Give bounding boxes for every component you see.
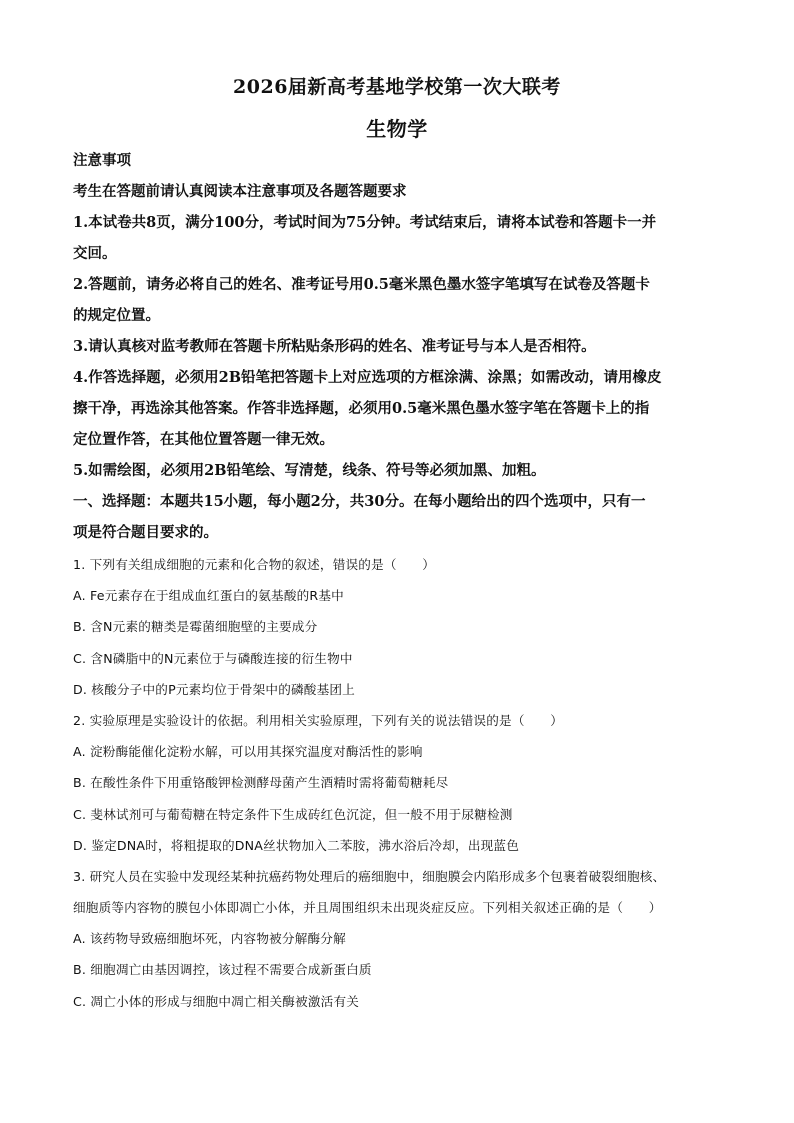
notice-line: 交回。 bbox=[73, 245, 117, 262]
answer-option: A. 该药物导致癌细胞坏死，内容物被分解酶分解 bbox=[73, 931, 346, 947]
notice-line: 定位置作答，在其他位置答题一律无效。 bbox=[73, 431, 334, 448]
answer-option: A. Fe元素存在于组成血红蛋白的氨基酸的R基中 bbox=[73, 588, 344, 604]
notice-heading: 注意事项 bbox=[73, 152, 131, 169]
notice-intro: 考生在答题前请认真阅读本注意事项及各题答题要求 bbox=[73, 183, 407, 200]
questions-block bbox=[73, 549, 728, 1017]
section-heading: 一、选择题：本题共15小题，每小题2分，共30分。在每小题给出的四个选项中，只有一 bbox=[73, 493, 646, 510]
notice-line: 擦干净，再选涂其他答案。作答非选择题，必须用0.5毫米黑色墨水签字笔在答题卡上的指 bbox=[73, 400, 650, 417]
answer-option: A. 淀粉酶能催化淀粉水解，可以用其探究温度对酶活性的影响 bbox=[73, 744, 423, 760]
answer-option: D. 鉴定DNA时，将粗提取的DNA丝状物加入二苯胺，沸水浴后冷却，出现蓝色 bbox=[73, 837, 519, 853]
answer-option: B. 在酸性条件下用重铬酸钾检测酵母菌产生酒精时需将葡萄糖耗尽 bbox=[73, 775, 449, 791]
answer-option: C. 凋亡小体的形成与细胞中凋亡相关酶被激活有关 bbox=[73, 993, 360, 1009]
answer-option: B. 含N元素的糖类是霉菌细胞壁的主要成分 bbox=[73, 619, 318, 635]
answer-option: C. 斐林试剂可与葡萄糖在特定条件下生成砖红色沉淀，但一般不用于尿糖检测 bbox=[73, 806, 513, 822]
question-stem: 3. 研究人员在实验中发现经某种抗癌药物处理后的癌细胞中，细胞膜会内陷形成多个包裹着破裂细胞核、 bbox=[73, 868, 666, 884]
notice-line: 1.本试卷共8页，满分100分，考试时间为75分钟。考试结束后，请将本试卷和答题卡一并 bbox=[73, 214, 657, 231]
answer-option: B. 细胞凋亡由基因调控，该过程不需要合成新蛋白质 bbox=[73, 962, 372, 978]
notice-line: 的规定位置。 bbox=[73, 307, 160, 324]
answer-option: D. 核酸分子中的P元素均位于骨架中的磷酸基团上 bbox=[73, 681, 355, 697]
question-stem: 2. 实验原理是实验设计的依据。利用相关实验原理，下列有关的说法错误的是（ ） bbox=[73, 712, 563, 728]
question-stem: 1. 下列有关组成细胞的元素和化合物的叙述，错误的是（ ） bbox=[73, 557, 436, 572]
question-stem: 细胞质等内容物的膜包小体即凋亡小体，并且周围组织未出现炎症反应。下列相关叙述正确的是（ ） bbox=[73, 900, 662, 916]
notice-line: 5.如需绘图，必须用2B铅笔绘、写清楚，线条、符号等必须加黑、加粗。 bbox=[73, 462, 546, 479]
answer-option: C. 含N磷脂中的N元素位于与磷酸连接的衍生物中 bbox=[73, 650, 353, 666]
section-heading: 项是符合题目要求的。 bbox=[73, 524, 218, 541]
notice-line: 3.请认真核对监考教师在答题卡所粘贴条形码的姓名、准考证号与本人是否相符。 bbox=[73, 338, 596, 355]
notice-line: 2.答题前，请务必将自己的姓名、准考证号用0.5毫米黑色墨水签字笔填写在试卷及答题卡 bbox=[73, 276, 650, 293]
subject-title: 生物学 bbox=[366, 117, 428, 141]
exam-title: 2026届新高考基地学校第一次大联考 bbox=[233, 76, 561, 98]
notice-block bbox=[73, 145, 723, 548]
notice-line: 4.作答选择题，必须用2B铅笔把答题卡上对应选项的方框涂满、涂黑；如需改动，请用橡皮 bbox=[73, 369, 662, 386]
